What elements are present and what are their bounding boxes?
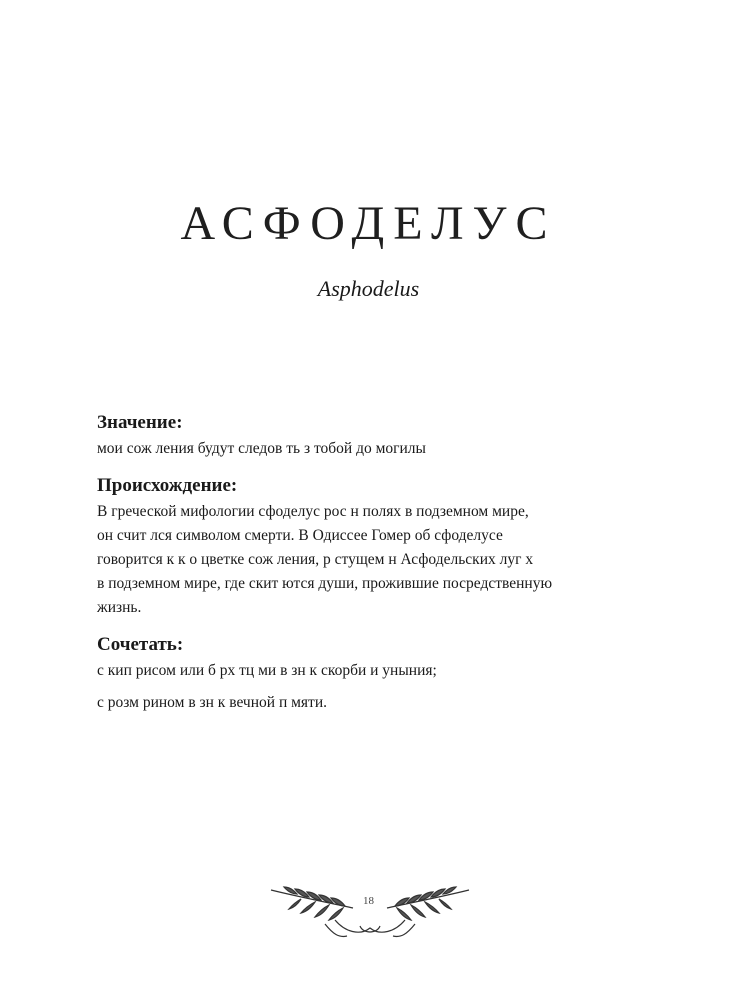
combine-item: с кип рисом или б рх тц ми в зн к скорби и уныния;	[97, 662, 437, 679]
meaning-section	[97, 412, 657, 461]
meaning-heading: Значение:	[97, 412, 183, 433]
origin-line: В греческой мифологии сфоделус рос н полях в подземном мире,	[97, 503, 529, 520]
combine-heading: Сочетать:	[97, 634, 184, 655]
latin-name: Asphodelus	[317, 276, 420, 301]
page-number: 18	[363, 895, 374, 907]
origin-line: говорится к к о цветке сож ления, р стущем н Асфодельских луг х	[97, 551, 534, 568]
origin-line: он счит лся символом смерти. В Одиссее Гомер об сфоделусе	[97, 527, 503, 544]
page-title: АСФОДЕЛУС	[180, 197, 557, 250]
origin-line: в подземном мире, где скит ются души, прожившие посредственную	[97, 575, 553, 592]
meaning-text: мои сож ления будут следов ть з тобой до могилы	[97, 440, 426, 457]
combine-section	[97, 634, 657, 715]
origin-heading: Происхождение:	[97, 475, 238, 496]
content	[97, 412, 657, 729]
combine-item: с розм рином в зн к вечной п мяти.	[97, 694, 327, 711]
laurel-ornament-icon	[265, 876, 475, 946]
origin-line: жизнь.	[97, 599, 142, 616]
origin-section	[97, 475, 657, 620]
